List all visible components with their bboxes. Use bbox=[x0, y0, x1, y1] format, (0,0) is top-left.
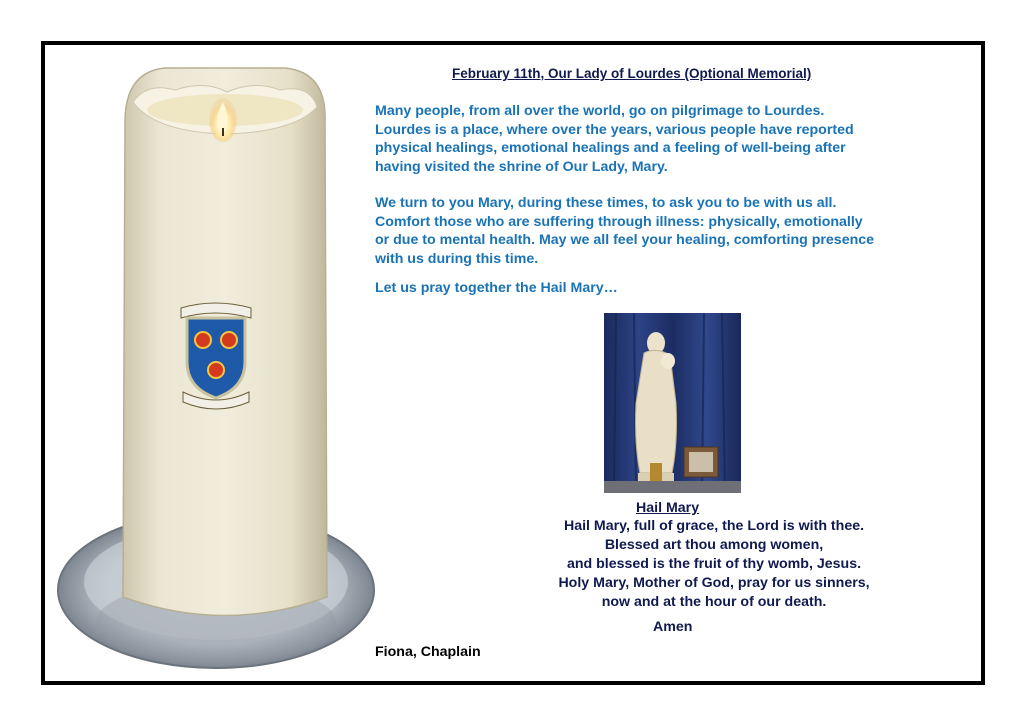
intro-line: physical healings, emotional healings and a feeling of well-being after bbox=[375, 140, 846, 156]
page-title: February 11th, Our Lady of Lourdes (Optional Memorial) bbox=[452, 66, 812, 81]
reflection-line: or due to mental health. May we all feel your healing, comforting presence bbox=[375, 232, 875, 248]
intro-line: having visited the shrine of Our Lady, Mary. bbox=[375, 158, 668, 175]
signature: Fiona, Chaplain bbox=[375, 644, 481, 660]
prayer-line: Hail Mary, full of grace, the Lord is with thee. bbox=[563, 518, 865, 534]
intro-line: Lourdes is a place, where over the years, various people have reported bbox=[375, 121, 854, 138]
reflection-line: Comfort those who are suffering through illness: physically, emotionally bbox=[375, 213, 863, 230]
prayer-text bbox=[436, 517, 992, 612]
reflection-line: We turn to you Mary, during these times, to ask you to be with us all. bbox=[375, 195, 837, 211]
prayer-line: and blessed is the fruit of thy womb, Jesus. bbox=[566, 556, 862, 572]
prayer-line: Holy Mary, Mother of God, pray for us sinners, bbox=[558, 575, 870, 591]
prayer-line: now and at the hour of our death. bbox=[601, 594, 827, 610]
invitation-text: Let us pray together the Hail Mary… bbox=[375, 280, 618, 296]
reflection-line: with us during this time. bbox=[375, 250, 539, 267]
candle-image bbox=[55, 62, 377, 684]
amen-text: Amen bbox=[653, 619, 693, 635]
prayer-line: Blessed art thou among women, bbox=[604, 537, 824, 553]
statue-photo bbox=[604, 313, 741, 493]
prayer-title: Hail Mary bbox=[636, 500, 700, 516]
reflection-paragraph bbox=[375, 194, 874, 268]
intro-line: Many people, from all over the world, go on pilgrimage to Lourdes. bbox=[375, 103, 825, 119]
intro-paragraph bbox=[375, 102, 854, 176]
